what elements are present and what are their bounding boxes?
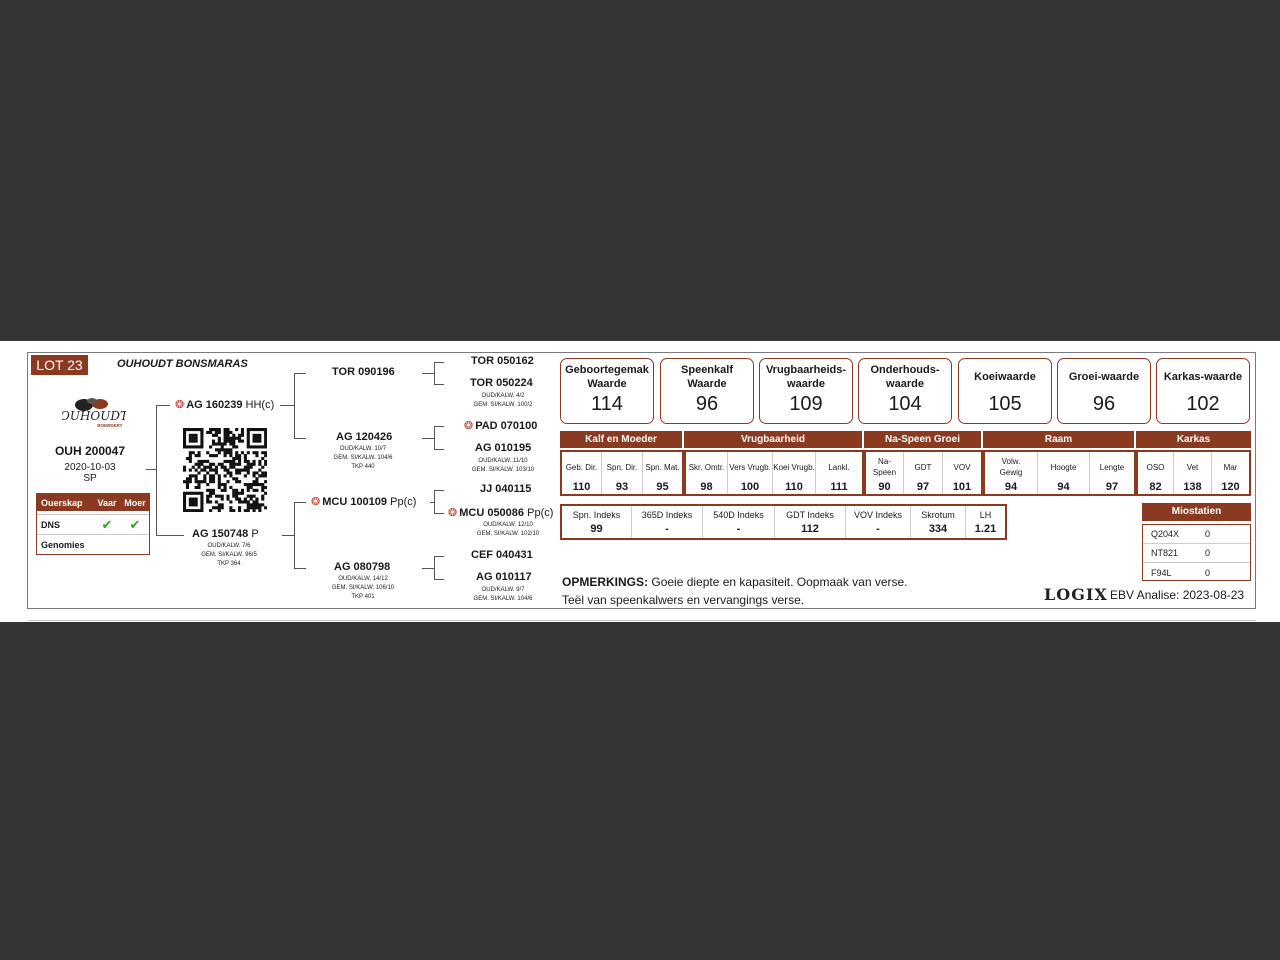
dam-detail-line: GEM. SI/KALW. 96/5 <box>201 552 257 558</box>
pedigree-line <box>434 579 444 580</box>
sd-detail-line: TKP 440 <box>351 464 375 470</box>
index-value: - <box>876 523 880 535</box>
value-number: 96 <box>1092 393 1116 415</box>
value-box-onderhoud <box>858 358 952 424</box>
index-label: 540D Indeks <box>713 510 764 520</box>
dsd-id: MCU 050086 <box>459 507 525 519</box>
miostatien-table <box>1142 524 1251 581</box>
dd-details <box>318 575 408 602</box>
remarks-label: OPMERKINGS: <box>562 575 649 589</box>
miostatien-row <box>1143 544 1250 563</box>
animal-id: OUH 200047 <box>54 444 126 458</box>
ebv-cell <box>985 452 1038 494</box>
miostatien-value: 0 <box>1205 548 1211 558</box>
dd-detail-line: OUD/KALW. 14/12 <box>338 576 388 582</box>
dsd-details <box>463 521 553 539</box>
genomic-icon: ❂ <box>448 507 458 519</box>
ebv-cell <box>728 452 773 494</box>
ebv-label: Spn. Mat. <box>645 462 680 472</box>
pedigree-dd: AG 080798 <box>334 561 391 573</box>
ebv-label: VOV <box>953 462 971 472</box>
index-value: 334 <box>928 523 948 535</box>
dsd-detail-line: OUD/KALW. 12/10 <box>483 522 533 528</box>
index-value: 1.21 <box>974 523 997 535</box>
ebv-label: Mar <box>1223 462 1238 472</box>
dsd-suffix: Pp(c) <box>527 507 554 519</box>
ssd-detail-line: OUD/KALW. 4/2 <box>481 393 525 399</box>
ddd-detail-line: GEM. SI/KALW. 104/6 <box>473 596 533 602</box>
value-number: 105 <box>988 393 1022 415</box>
pedigree-line <box>434 384 444 385</box>
pedigree-line <box>294 502 306 503</box>
sdd-details <box>458 457 548 475</box>
pedigree-line <box>422 568 434 569</box>
pedigree-line <box>294 373 306 374</box>
group-raam <box>983 450 1136 496</box>
pedigree-line <box>434 556 435 579</box>
index-value: - <box>665 523 669 535</box>
pedigree-line <box>156 405 157 535</box>
sd-details <box>318 445 408 472</box>
ebv-value: 111 <box>830 481 848 493</box>
pedigree-line <box>280 405 294 406</box>
value-number: 114 <box>591 393 623 415</box>
ebv-label: GDT <box>914 462 932 472</box>
miostatien-value: 0 <box>1205 529 1211 539</box>
pedigree-ss: TOR 090196 <box>332 366 395 378</box>
check-icon: ✔ <box>101 516 113 532</box>
ebv-label: Vers Vrugb. <box>729 462 771 472</box>
value-box-vrugbaarheid <box>759 358 853 424</box>
value-title: Onderhouds-waarde <box>870 364 940 390</box>
index-cell <box>846 506 911 538</box>
pedigree-line <box>434 490 435 513</box>
ebv-label: Lengte <box>1099 462 1125 472</box>
logix-logo: LOGIX <box>1044 585 1108 604</box>
pedigree-line <box>434 449 444 450</box>
group-naspeen <box>864 450 983 496</box>
pedigree-line <box>156 405 170 406</box>
pedigree-line <box>422 373 434 374</box>
ddd-details <box>458 586 548 604</box>
ownership-header <box>37 494 149 511</box>
pedigree-line <box>146 469 156 470</box>
qr-code <box>183 428 267 512</box>
pedigree-line <box>434 513 444 514</box>
pedigree-ddd: AG 010117 <box>476 571 532 583</box>
sd-detail-line: OUD/KALW. 10/7 <box>339 446 387 452</box>
ebv-label: Hoogte <box>1050 462 1077 472</box>
value-title: Koeiwaarde <box>974 371 1036 383</box>
index-cell <box>703 506 775 538</box>
group-kalf <box>560 450 684 496</box>
index-value: - <box>736 523 741 535</box>
ebv-value: 120 <box>1221 481 1240 493</box>
pedigree-line <box>434 426 444 427</box>
pedigree-line <box>434 426 435 449</box>
group-header-raam: Raam <box>983 431 1134 448</box>
remarks-line-1: Goeie diepte en kapasiteit. Oopmaak van verse. <box>651 575 908 589</box>
animal-info <box>40 444 140 484</box>
farm-name: OUHOUDT BONSMARAS <box>117 358 248 370</box>
value-box-koei <box>958 358 1052 424</box>
ebv-value: 110 <box>785 481 803 493</box>
sd-detail-line: GEM. SI/KALW. 104/6 <box>333 455 393 461</box>
genomic-icon: ❂ <box>464 420 474 432</box>
value-title: Groei-waarde <box>1068 371 1140 383</box>
index-value: 99 <box>590 523 603 535</box>
miostatien-name: Q204X <box>1151 529 1180 539</box>
ssd-details <box>458 392 548 410</box>
ownership-row-label: Genomies <box>41 539 85 550</box>
group-vrugbaarheid <box>684 450 864 496</box>
pedigree-sdd: AG 010195 <box>475 442 532 454</box>
ebv-cell <box>773 452 816 494</box>
sdd-detail-line: GEM. SI/KALW. 103/10 <box>471 467 535 473</box>
pedigree-dds: CEF 040431 <box>471 549 533 561</box>
sds-id: PAD 070100 <box>475 420 538 432</box>
pedigree-line <box>294 502 295 568</box>
ebv-value: 95 <box>656 481 669 493</box>
ebv-value: 138 <box>1183 481 1202 493</box>
value-number: 102 <box>1186 393 1220 415</box>
value-title: Karkas-waarde <box>1163 371 1243 383</box>
genomic-icon: ❂ <box>175 399 185 411</box>
index-cell <box>911 506 966 538</box>
lot-badge: LOT 23 <box>31 355 88 375</box>
index-table <box>560 504 1007 540</box>
ebv-label: Skr. Omtr. <box>688 462 725 472</box>
sdd-detail-line: OUD/KALW. 11/10 <box>478 458 528 464</box>
ownership-table <box>36 493 150 555</box>
miostatien-row <box>1143 563 1250 582</box>
ebv-value: 93 <box>615 481 629 493</box>
miostatien-value: 0 <box>1205 567 1211 578</box>
dd-detail-line: TKP 401 <box>351 594 375 600</box>
pedigree-line <box>282 535 294 536</box>
dam-suffix: P <box>251 528 259 540</box>
ownership-header-vaar: Vaar <box>97 497 117 508</box>
dam-id: AG 150748 <box>192 528 249 540</box>
dam-detail-line: TKP 364 <box>217 561 241 567</box>
ebv-value: 101 <box>952 481 972 493</box>
ebv-value: 110 <box>572 481 591 493</box>
ebv-value: 100 <box>740 481 760 493</box>
genomic-icon: ❂ <box>311 496 321 508</box>
ebv-value: 97 <box>916 481 930 493</box>
ssd-detail-line: GEM. SI/KALW. 100/2 <box>473 402 533 408</box>
pedigree-line <box>294 373 295 438</box>
miostatien-name: F94L <box>1151 567 1172 578</box>
ownership-header-ouerskap: Ouerskap <box>41 497 83 508</box>
dam-detail-line: OUD/KALW. 7/6 <box>207 543 251 549</box>
ds-id: MCU 100109 <box>322 496 388 508</box>
index-label: VOV Indeks <box>853 510 903 520</box>
index-label: Skrotum <box>921 510 955 520</box>
ebv-value: 94 <box>1004 481 1018 493</box>
miostatien-name: NT821 <box>1151 548 1179 558</box>
animal-type: SP <box>83 473 97 484</box>
ebv-cell <box>562 452 602 494</box>
group-header-vrugbaarheid: Vrugbaarheid <box>684 431 862 448</box>
index-cell <box>562 506 632 538</box>
ebv-cell <box>1090 452 1134 494</box>
ebv-value: 90 <box>878 481 891 493</box>
pedigree-dam <box>192 528 259 540</box>
ds-suffix: Pp(c) <box>390 496 417 508</box>
ownership-header-moer: Moer <box>124 497 146 508</box>
svg-text:BOERDERY: BOERDERY <box>97 423 123 428</box>
ebv-label: Na-Speen <box>872 457 897 477</box>
ebv-label: Koei Vrugb. <box>773 462 815 472</box>
miostatien-header: Miostatien <box>1142 503 1251 521</box>
sire-id: AG 160239 <box>186 399 243 411</box>
ebv-cell <box>1174 452 1212 494</box>
value-title: Vrugbaarheids-waarde <box>765 364 847 390</box>
ebv-cell <box>1038 452 1090 494</box>
ebv-label: Volw. Gewig <box>999 457 1023 477</box>
index-label: GDT Indeks <box>786 510 834 520</box>
pedigree-ds <box>311 495 416 508</box>
ebv-label: Geb. Dir. <box>565 462 598 472</box>
value-box-geboortegemak <box>560 358 654 424</box>
animal-dob: 2020-10-03 <box>64 462 116 473</box>
dsd-detail-line: GEM. SI/KALW. 102/10 <box>476 531 540 537</box>
ebv-value: 97 <box>1105 481 1119 493</box>
pedigree-sd: AG 120426 <box>336 431 393 443</box>
value-number: 104 <box>888 393 922 415</box>
sire-suffix: HH(c) <box>245 399 275 411</box>
group-header-karkas: Karkas <box>1136 431 1251 448</box>
ebv-cell <box>602 452 643 494</box>
ebv-cell <box>1138 452 1174 494</box>
index-label: Spn. Indeks <box>572 510 621 520</box>
miostatien-row <box>1143 525 1250 544</box>
pedigree-line <box>422 438 434 439</box>
ebv-label: Vet <box>1186 462 1199 472</box>
pedigree-line <box>434 362 435 384</box>
pedigree-ssd: TOR 050224 <box>470 377 533 389</box>
ebv-cell <box>643 452 682 494</box>
ebv-value: 82 <box>1149 481 1162 493</box>
value-number: 109 <box>789 393 823 415</box>
svg-text:OUHOUDT: OUHOUDT <box>62 409 126 423</box>
pedigree-sds <box>464 419 537 432</box>
value-title: Speenkalf Waarde <box>681 364 733 390</box>
dam-details <box>184 542 274 569</box>
value-title: Geboortegemak Waarde <box>565 364 649 390</box>
ebv-label: OSO <box>1146 462 1165 472</box>
ebv-cell <box>686 452 728 494</box>
pedigree-line <box>156 535 184 536</box>
index-value: 112 <box>801 523 819 535</box>
dd-detail-line: GEM. SI/KALW. 106/10 <box>331 585 395 591</box>
ownership-row-label: DNS <box>41 519 61 530</box>
pedigree-line <box>294 568 306 569</box>
group-header-naspeen: Na-Speen Groei <box>864 431 981 448</box>
ownership-row-genomies <box>37 534 149 554</box>
pedigree-dss: JJ 040115 <box>480 483 532 495</box>
pedigree-sire <box>175 398 274 411</box>
index-label: LH <box>979 510 992 520</box>
ownership-row-dns <box>37 514 149 534</box>
check-icon: ✔ <box>129 516 141 532</box>
pedigree-dsd <box>448 506 553 519</box>
ebv-cell <box>943 452 981 494</box>
pedigree-line <box>434 556 444 557</box>
ebv-value: 94 <box>1057 481 1070 493</box>
ebv-value: 98 <box>700 481 713 493</box>
index-cell <box>775 506 846 538</box>
remarks-line-2: Teël van speenkalwers en vervangings verse. <box>562 593 805 607</box>
farm-logo <box>62 396 126 432</box>
divider <box>27 620 1256 621</box>
value-box-karkas <box>1156 358 1250 424</box>
pedigree-line <box>434 362 444 363</box>
ebv-label: Spn. Dir. <box>606 462 638 472</box>
value-box-groei <box>1057 358 1151 424</box>
ebv-cell <box>816 452 862 494</box>
value-number: 96 <box>695 393 719 415</box>
index-cell <box>966 506 1005 538</box>
group-karkas <box>1136 450 1251 496</box>
ebv-cell <box>904 452 943 494</box>
ebv-date: EBV Analise: 2023-08-23 <box>1110 588 1245 602</box>
pedigree-line <box>434 490 444 491</box>
ebv-label: Lankl. <box>828 462 850 472</box>
pedigree-sss: TOR 050162 <box>471 355 534 367</box>
index-label: 365D Indeks <box>641 510 693 520</box>
ebv-cell <box>1212 452 1249 494</box>
pedigree-line <box>294 438 306 439</box>
index-cell <box>632 506 703 538</box>
ddd-detail-line: OUD/KALW. 9/7 <box>481 587 525 593</box>
remarks <box>562 573 908 609</box>
ebv-cell <box>866 452 904 494</box>
value-box-speenkalf <box>660 358 754 424</box>
group-header-kalf: Kalf en Moeder <box>560 431 682 448</box>
